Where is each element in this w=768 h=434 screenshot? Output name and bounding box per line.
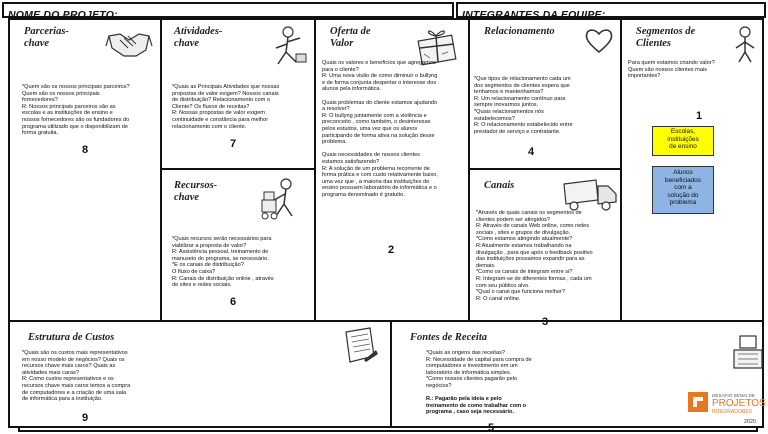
channels-text: *Através de quais canais os segmentos de clientes podem ser atingidos? R: Através de canais Web online, como redes sociais , sites e grupos de divulgação. *Como estamos atingindo atualmente? R:Atualmente estamos trabalhando na divulgação , para que após o feedback positivo das instituições possamos expandir para as demais. *Como os canais de integram entre si? R: Integram-se de diferentes formas , cada um com seu público alvo. *Qual o canal que funciona melhor? R: O canal online. [476, 210, 593, 302]
key-activities-number: 7 [230, 138, 237, 150]
bottom-bracket [18, 428, 758, 432]
customer-figure-icon [730, 24, 760, 64]
note-schools: Escolas, instituições de ensino [652, 126, 714, 156]
customer-relationships-number: 4 [528, 146, 535, 158]
customer-relationships-title: Relacionamento [484, 26, 555, 37]
block-customer-relationships [468, 18, 622, 170]
block-cost-structure [8, 320, 392, 428]
block-key-resources [160, 168, 316, 322]
block-key-activities [160, 18, 316, 170]
key-partners-text: *Quem são os nossos principais parceiros? Quem são os nossos principais fornecedores? R: Nossos principais parceiros são as escolas e as instituições de ensino e nossos fornecedores são os fundadores do programa utilizado que o disponibilizam de forma gratuita. [22, 84, 130, 137]
key-activities-title: Atividades- chave [174, 26, 223, 49]
key-partners-title: Parcerias- chave [24, 26, 69, 49]
cost-structure-number: 9 [82, 412, 89, 424]
value-proposition-title: Oferta de Valor [330, 26, 371, 49]
revenue-streams-number: 5 [488, 422, 495, 434]
block-channels [468, 168, 622, 328]
revenue-streams-answer: R.: Pagarão pela ideia e pelo treinamento de como trabalhar com o programa , caso seja necessário. [426, 396, 527, 416]
logo-line1: DESAFIO SENAI DE [712, 393, 755, 398]
senai-logo-icon [688, 392, 708, 412]
cash-register-icon [732, 332, 764, 372]
project-name-label: NOME DO PROJETO: [8, 9, 118, 21]
block-customer-segments [620, 18, 764, 322]
key-activities-text: *Quais as Principais Atividades que nossas propostas de valor exigem? Nossos canais de distribuição? Relacionamento com o Cliente? Os fluxos de receitas? R: Nossas propostas de valor exigem continuidade e constância para melhor relacionamento com o cliente. [172, 84, 280, 130]
person-working-icon [270, 24, 310, 68]
truck-icon [562, 178, 618, 212]
cost-structure-text: *Quais são os custos mais representativos em nosso modelo de negócios? Quais os recursos chave mais caros? Quais as atividades mais caras? R: Como custos representativos e os recursos chave mais caros temos a compra de computadores e a criação de uma sala de informática para a instituição. [22, 350, 131, 403]
team-members-label: INTEGRANTES DA EQUIPE: [462, 9, 606, 21]
key-resources-title: Recursos- chave [174, 180, 218, 203]
customer-segments-title: Segmentos de Clientes [636, 26, 696, 49]
team-members-header [456, 2, 766, 21]
cost-structure-title: Estrutura de Custos [28, 332, 115, 343]
logo-line3: INTEGRADORES [712, 409, 753, 415]
worker-cart-icon [260, 176, 310, 224]
project-name-header [2, 2, 454, 21]
logo-line2: PROJETOS [712, 398, 766, 409]
key-resources-number: 6 [230, 296, 237, 308]
revenue-streams-title: Fontes de Receita [410, 332, 487, 343]
value-proposition-number: 2 [388, 244, 395, 256]
note-students: Alunos beneficiados com a solução do problema [652, 166, 714, 214]
block-value-proposition [314, 18, 470, 322]
customer-segments-number: 1 [696, 110, 703, 122]
logo-year: 2020 [744, 419, 756, 425]
customer-segments-text: Para quem estamos criando valor? Quem são nossos clientes mais importantes? [628, 60, 715, 80]
value-proposition-text: Quais os valores e benefícios que agregamos para o cliente? R: Uma nova visão de como diminuir o bullyng e de forma conjunta despertar o interesse dos alunos pela informática. Quais problemas do cliente estamos ajudando a resolver? R: O bullyng juntamente com a violência e preconceito , como também, o desinteresse pelos estudos, uma vez que os alunos participando de forma ativa na solução desse problema. Quais necessidades de nossos clientes estamos satisfazendo? R: A solução de um problema recorrente de forma prática e com custo relativamente baixo, uma vez que , a maioria das instituições de ensino possuem laboratório de informática e o programa denominado é gratuito. [322, 60, 438, 198]
customer-relationships-text: *Que tipos de relacionamento cada um dos segmentos de clientes espera que tenhamos e mantenhamos? R: Um relacionamento contínuo para sempre inovarmos juntos. *Quais relacionamentos nós estabelecemos? R: O relacionamento estabelecido entre prestador de serviço e contratante. [474, 76, 573, 135]
channels-number: 3 [542, 316, 549, 328]
block-revenue-streams [390, 320, 766, 434]
channels-title: Canais [484, 180, 515, 191]
key-partners-number: 8 [82, 144, 89, 156]
handshake-icon [106, 26, 152, 60]
heart-icon [584, 28, 614, 54]
key-resources-text: *Quais recursos serão necessários para viabilizar a proposta de valor? R: Assistência pessoal, treinamento de manuseio do programa, se necessário. *E os canais de distribuição? O fluxo de caixa? R: Canais de distribuição online , através de sites e redes sociais. [172, 236, 274, 289]
block-key-partners [8, 18, 162, 322]
revenue-streams-text: *Quais as origens das receitas? R: Necessidade de capital para compra de computadores e investimento em um laboratório de informática simples. *Como nossos clientes pagarão pelo negócios? [426, 350, 532, 389]
document-icon [340, 326, 380, 366]
